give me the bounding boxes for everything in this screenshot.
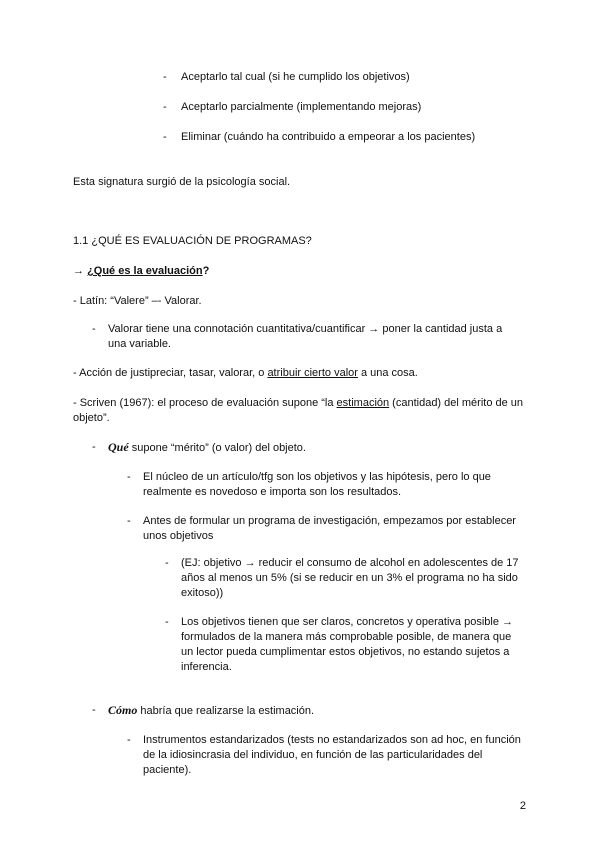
subheading-text: ¿Qué es la evaluación [87, 265, 203, 277]
obj-line-4: inferencia. [181, 661, 232, 673]
bullet-dash: - [165, 557, 169, 569]
ej-line-1: (EJ: objetivo → reducir el consumo de alcohol en adolescentes de 17 [181, 557, 519, 569]
como-rest: habría que realizarse la estimación. [137, 705, 315, 717]
instr-line-3: paciente). [143, 764, 192, 776]
que-item [108, 440, 306, 456]
bullet-dash: - [92, 704, 96, 716]
obj-line-1: Los objetivos tienen que ser claros, concretos y operativa posible → [181, 616, 514, 628]
scriven-line-2: objeto”. [73, 412, 110, 424]
subheading [73, 264, 209, 279]
valorar-line-1: Valorar tiene una connotación cuantitativa/cuantificar → poner la cantidad justa a [108, 323, 503, 335]
bullet-dash: - [165, 616, 169, 628]
bullet-item: Aceptarlo parcialmente (implementando mejoras) [181, 101, 422, 113]
accion-post: a una cosa. [357, 367, 418, 379]
bullet-dash: - [92, 441, 96, 453]
como-keyword: Cómo [108, 703, 138, 717]
accion-underlined: atribuir cierto valor [267, 367, 358, 379]
ej-line-3: exitoso)) [181, 587, 224, 599]
nucleo-line-2: realmente es novedoso e importa son los resultados. [143, 486, 402, 498]
que-keyword: Qué [108, 440, 129, 454]
subheading-qmark: ? [202, 265, 210, 277]
nucleo-line-1: El núcleo de un artículo/tfg son los objetivos y las hipótesis, pero lo que [143, 471, 491, 483]
accion-definition [73, 366, 418, 381]
bullet-dash: - [127, 471, 131, 483]
instr-line-2: de la idiosincrasia del individuo, en función de las particularidades del [143, 749, 483, 761]
bullet-dash: - [163, 101, 167, 113]
bullet-dash: - [127, 515, 131, 527]
instr-line-1: Instrumentos estandarizados (tests no estandarizados son ad hoc, en función [143, 734, 521, 746]
accion-pre: - Acción de justipreciar, tasar, valorar, o [73, 367, 268, 379]
antes-line-1: Antes de formular un programa de investigación, empezamos por establecer [143, 515, 516, 527]
obj-line-2: formulados de la manera más comprobable posible, de manera que [181, 631, 512, 643]
scriven-underlined: estimación [336, 397, 390, 409]
scriven-pre: - Scriven (1967): el proceso de evaluación supone “la [73, 397, 337, 409]
valorar-line-2: una variable. [108, 338, 171, 350]
scriven-post: (cantidad) del mérito de un [389, 397, 524, 409]
bullet-item: Aceptarlo tal cual (si he cumplido los objetivos) [181, 71, 410, 83]
obj-line-3: un lector pueda cumplimentar estos objetivos, no estando sujetos a [181, 646, 510, 658]
bullet-dash: - [127, 734, 131, 746]
origin-note: Esta signatura surgió de la psicología social. [73, 176, 291, 188]
section-heading: 1.1 ¿QUÉ ES EVALUACIÓN DE PROGRAMAS? [73, 235, 312, 247]
bullet-item: Eliminar (cuándo ha contribuido a empeorar a los pacientes) [181, 131, 476, 143]
scriven-line-1 [73, 396, 523, 411]
page-number: 2 [519, 800, 526, 812]
bullet-dash: - [92, 323, 96, 335]
ej-line-2: años al menos un 5% (si se reducir en un 3% el programa no ha sido [181, 572, 518, 584]
arrow-icon: → [73, 265, 84, 277]
latin-definition: - Latín: “Valere” –- Valorar. [73, 295, 202, 307]
bullet-dash: - [163, 131, 167, 143]
como-item [108, 703, 314, 719]
que-rest: supone “mérito” (o valor) del objeto. [128, 442, 306, 454]
bullet-dash: - [163, 71, 167, 83]
antes-line-2: unos objetivos [143, 530, 214, 542]
